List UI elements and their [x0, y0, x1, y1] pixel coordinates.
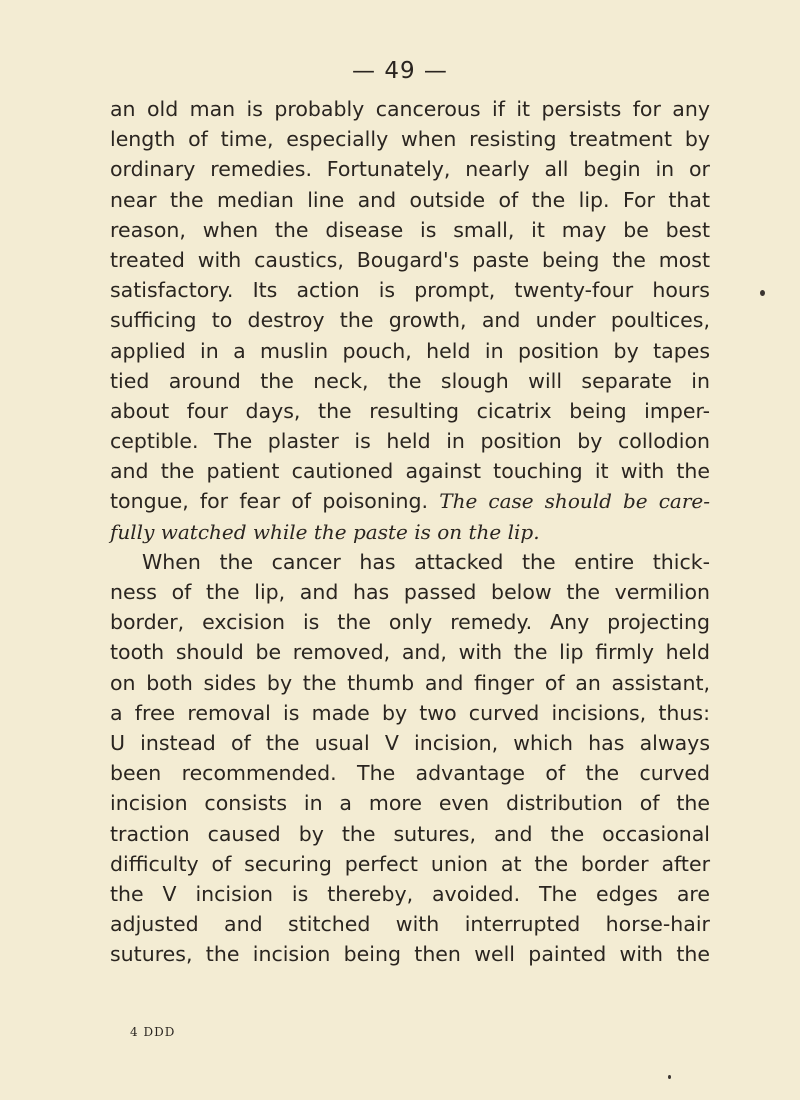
text-line: difficulty of securing perfect union at the border after: [110, 851, 710, 876]
margin-speck: [668, 1075, 671, 1079]
text-line: ness of the lip, and has passed below the vermilion: [110, 580, 710, 604]
text-line: tooth should be removed, and, with the lip firmly held: [110, 640, 710, 665]
text-line: satisfactory. Its action is prompt, twenty-four hours: [110, 278, 710, 303]
margin-speck: [760, 290, 765, 296]
paragraph-start-line: When the cancer has attacked the entire thick-: [142, 549, 710, 574]
text-line: tied around the neck, the slough will separate in: [110, 368, 710, 393]
text-line: border, excision is the only remedy. Any projecting: [110, 610, 710, 635]
plain-segment: tongue, for fear of poisoning.: [110, 489, 440, 514]
text-line: sutures, the incision being then well painted with the: [110, 942, 710, 967]
text-line: about four days, the resulting cicatrix being imper-: [110, 398, 710, 423]
text-line: the V incision is thereby, avoided. The edges are: [110, 881, 710, 906]
page-number: — 49 —: [352, 58, 448, 84]
text-line: near the median line and outside of the lip. For that: [110, 187, 710, 212]
text-line: treated with caustics, Bougard's paste being the most: [110, 247, 710, 272]
text-line: adjusted and stitched with interrupted horse-hair: [110, 912, 710, 937]
text-line: incision consists in a more even distribution of the: [110, 791, 710, 816]
text-line: U instead of the usual V incision, which has always: [110, 730, 710, 755]
italic-segment: The case should be care-: [439, 489, 710, 514]
text-line: on both sides by the thumb and finger of an assistant,: [110, 670, 710, 695]
text-line: been recommended. The advantage of the curved: [110, 761, 710, 786]
text-line: applied in a muslin pouch, held in position by tapes: [110, 338, 710, 363]
italic-line: fully watched while the paste is on the lip.: [110, 519, 540, 544]
text-line: length of time, especially when resisting treatment by: [110, 127, 710, 152]
body-text: [110, 94, 710, 969]
text-line: an old man is probably cancerous if it persists for any: [110, 97, 710, 121]
text-line: a free removal is made by two curved incisions, thus:: [110, 700, 710, 725]
text-line: ordinary remedies. Fortunately, nearly all begin in or: [110, 157, 710, 182]
text-line: ceptible. The plaster is held in position by collodion: [110, 429, 710, 454]
text-line: sufficing to destroy the growth, and under poultices,: [110, 308, 710, 333]
text-line: traction caused by the sutures, and the occasional: [110, 821, 710, 846]
text-line-mixed: [110, 486, 710, 516]
signature-mark: 4 DDD: [130, 1025, 176, 1039]
text-line: reason, when the disease is small, it may be best: [110, 217, 710, 242]
text-line: and the patient cautioned against touching it with the: [110, 459, 710, 484]
